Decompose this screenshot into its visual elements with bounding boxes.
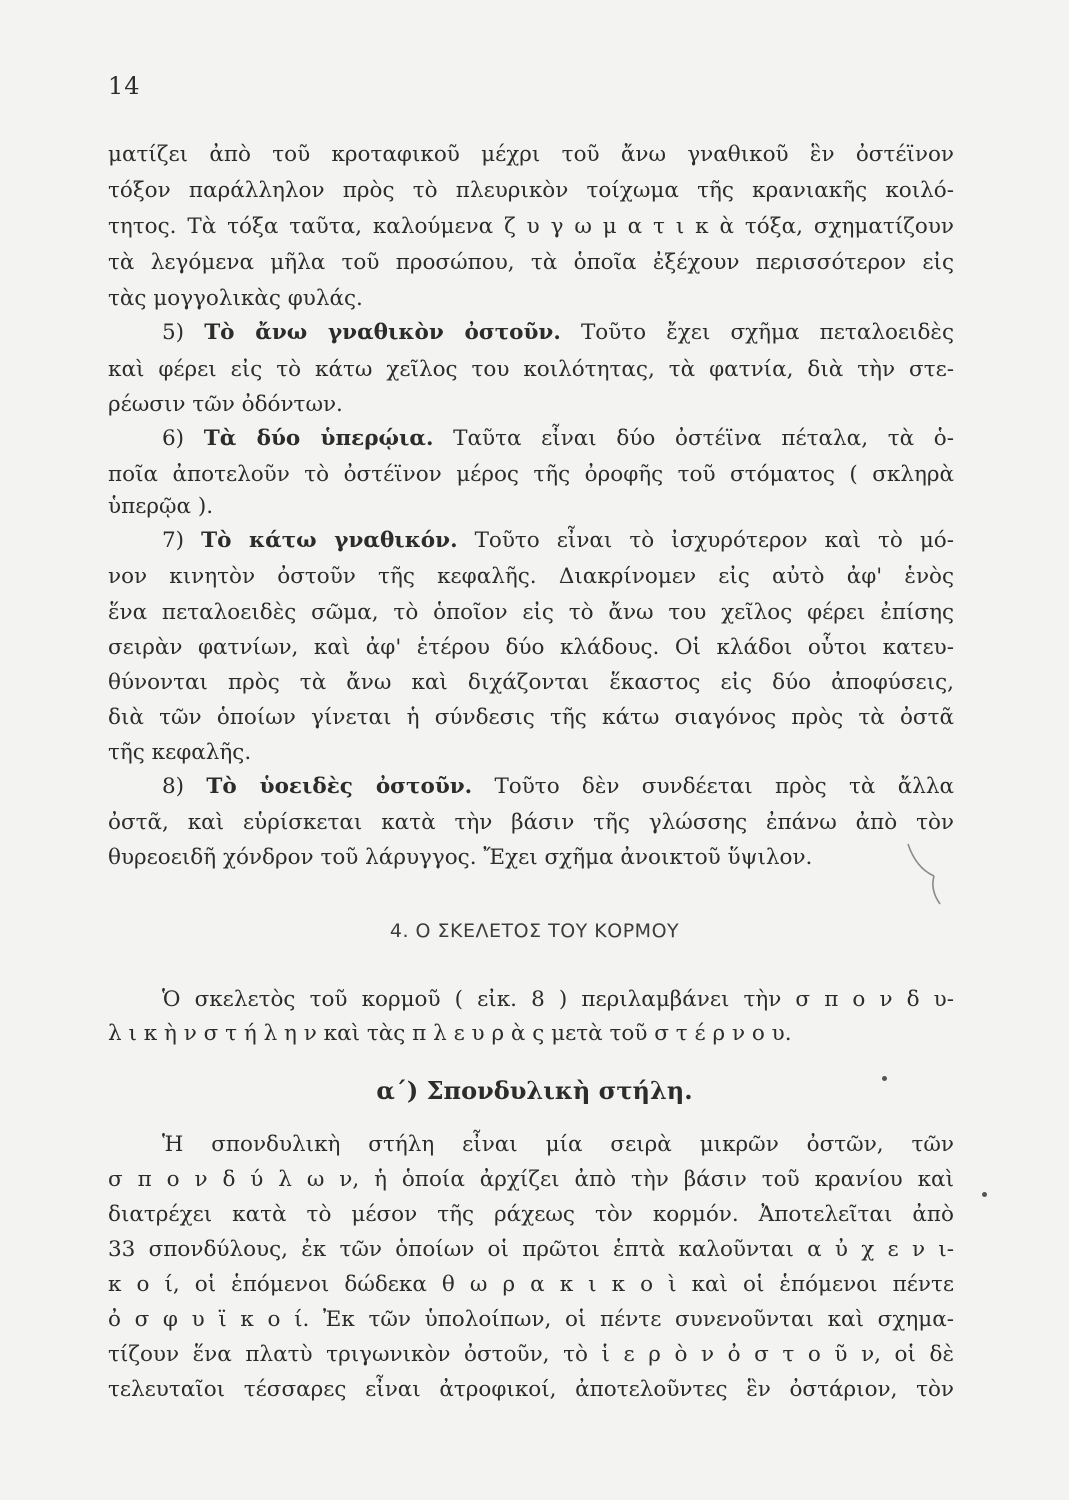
text-line: λ ι κ ὴ ν σ τ ή λ η ν καὶ τὰς π λ ε υ ρ ὰ ς μετὰ τοῦ σ τ έ ρ ν ο υ. — [108, 1021, 792, 1046]
text-line: ποῖα ἀποτελοῦν τὸ ὀστέϊνον μέρος τῆς ὀροφῆς τοῦ στόματος ( σκληρὰ — [108, 462, 954, 487]
scan-speck — [882, 1076, 887, 1081]
text-line: διατρέχει κατὰ τὸ μέσον τῆς ράχεως τὸν κορμόν. Ἀποτελεῖται ἀπὸ — [108, 1202, 954, 1227]
item-7-first-line — [162, 526, 954, 556]
text-line: τὰ λεγόμενα μῆλα τοῦ προσώπου, τὰ ὁποῖα ἐξέχουν περισσότερον εἰς — [108, 250, 954, 275]
text-line: σ π ο ν δ ύ λ ω ν, ἡ ὁποία ἀρχίζει ἀπὸ τὴν βάσιν τοῦ κρανίου καὶ — [108, 1167, 954, 1192]
text-line: τίζουν ἕνα πλατὺ τριγωνικὸν ὀστοῦν, τὸ ἱ ε ρ ὸ ν ὀ σ τ ο ῦ ν, οἱ δὲ — [108, 1342, 954, 1367]
text-line: Ἡ σπονδυλικὴ στήλη εἶναι μία σειρὰ μικρῶν ὀστῶν, τῶν — [162, 1132, 954, 1157]
text-line: ὑπερῷα ). — [108, 494, 214, 519]
text-line: ὀ σ φ υ ϊ κ ο ί. Ἐκ τῶν ὑπολοίπων, οἱ πέντε συνενοῦνται καὶ σχημα- — [108, 1307, 954, 1332]
text-line: θύνονται πρὸς τὰ ἄνω καὶ διχάζονται ἕκαστος εἰς δύο ἀποφύσεις, — [108, 670, 954, 695]
text-line: τὰς μογγολικὰς φυλάς. — [108, 286, 363, 311]
subsection-title: α΄) Σπονδυλικὴ στήλη. — [376, 1076, 693, 1105]
text-line: τόξον παράλληλον πρὸς τὸ πλευρικὸν τοίχωμα τῆς κρανιακῆς κοιλό- — [108, 178, 954, 203]
text-line: σειρὰν φατνίων, καὶ ἀφ' ἑτέρου δύο κλάδους. Οἱ κλάδοι οὗτοι κατευ- — [108, 635, 954, 660]
text-line: διὰ τῶν ὁποίων γίνεται ἡ σύνδεσις τῆς κάτω σιαγόνος πρὸς τὰ ὀστᾶ — [108, 705, 954, 730]
item-5-number: 5) — [162, 320, 185, 345]
item-5-first-line — [162, 318, 954, 348]
item-7-number: 7) — [162, 528, 185, 553]
item-8-number: 8) — [162, 774, 185, 799]
text-line: καὶ φέρει εἰς τὸ κάτω χεῖλος του κοιλότητας, τὰ φατνία, διὰ τὴν στε- — [108, 357, 954, 382]
page-number: 14 — [108, 72, 141, 100]
text-line: κ ο ί, οἱ ἑπόμενοι δώδεκα θ ω ρ α κ ι κ ο ὶ καὶ οἱ ἑπόμενοι πέντε — [108, 1272, 954, 1297]
text-line: τελευταῖοι τέσσαρες εἶναι ἀτροφικοί, ἀποτελοῦντες ἓν ὀστάριον, τὸν — [108, 1377, 954, 1402]
item-8-text: Τοῦτο δὲν συνδέεται πρὸς τὰ ἄλλα — [494, 774, 954, 799]
pencil-mark-icon — [900, 840, 950, 910]
scan-speck — [982, 1192, 987, 1197]
item-5-heading: Τὸ ἄνω γναθικὸν ὀστοῦν. — [204, 320, 561, 345]
text-line: 33 σπονδύλους, ἐκ τῶν ὁποίων οἱ πρῶτοι ἑπτὰ καλοῦνται α ὐ χ ε ν ι- — [108, 1237, 954, 1262]
text-line: θυρεοειδῆ χόνδρον τοῦ λάρυγγος. Ἔχει σχῆμα ἀνοικτοῦ ὕψιλον. — [108, 845, 813, 870]
text-line: ὀστᾶ, καὶ εὑρίσκεται κατὰ τὴν βάσιν τῆς γλώσσης ἐπάνω ἀπὸ τὸν — [108, 810, 954, 835]
item-5-text: Τοῦτο ἔχει σχῆμα πεταλοειδὲς — [580, 320, 954, 345]
text-line: ἕνα πεταλοειδὲς σῶμα, τὸ ὁποῖον εἰς τὸ ἄνω του χεῖλος φέρει ἐπίσης — [108, 600, 954, 625]
item-8-heading: Τὸ ὑοειδὲς ὀστοῦν. — [206, 774, 473, 799]
section-title: 4. Ο ΣΚΕΛΕΤΟΣ ΤΟΥ ΚΟΡΜΟΥ — [389, 920, 680, 942]
text-line: νον κινητὸν ὀστοῦν τῆς κεφαλῆς. Διακρίνομεν εἰς αὐτὸ ἀφ' ἑνὸς — [108, 564, 954, 589]
item-7-text: Τοῦτο εἶναι τὸ ἰσχυρότερον καὶ τὸ μό- — [474, 528, 954, 553]
text-line: Ὁ σκελετὸς τοῦ κορμοῦ ( εἰκ. 8 ) περιλαμβάνει τὴν σ π ο ν δ υ- — [162, 987, 954, 1012]
item-6-number: 6) — [162, 426, 185, 451]
item-7-heading: Τὸ κάτω γναθικόν. — [201, 528, 458, 553]
text-line: τητος. Τὰ τόξα ταῦτα, καλούμενα ζ υ γ ω μ α τ ι κ ὰ τόξα, σχηματίζουν — [108, 214, 954, 239]
item-8-first-line — [162, 772, 954, 802]
text-line: τῆς κεφαλῆς. — [108, 740, 252, 765]
item-6-text: Ταῦτα εἶναι δύο ὀστέϊνα πέταλα, τὰ ὁ- — [453, 426, 954, 451]
text-line: ρέωσιν τῶν ὀδόντων. — [108, 392, 343, 417]
item-6-heading: Τὰ δύο ὑπερῴια. — [203, 426, 434, 451]
item-6-first-line — [162, 424, 954, 454]
text-line: ματίζει ἀπὸ τοῦ κροταφικοῦ μέχρι τοῦ ἄνω γναθικοῦ ἓν ὀστέϊνον — [108, 142, 954, 167]
